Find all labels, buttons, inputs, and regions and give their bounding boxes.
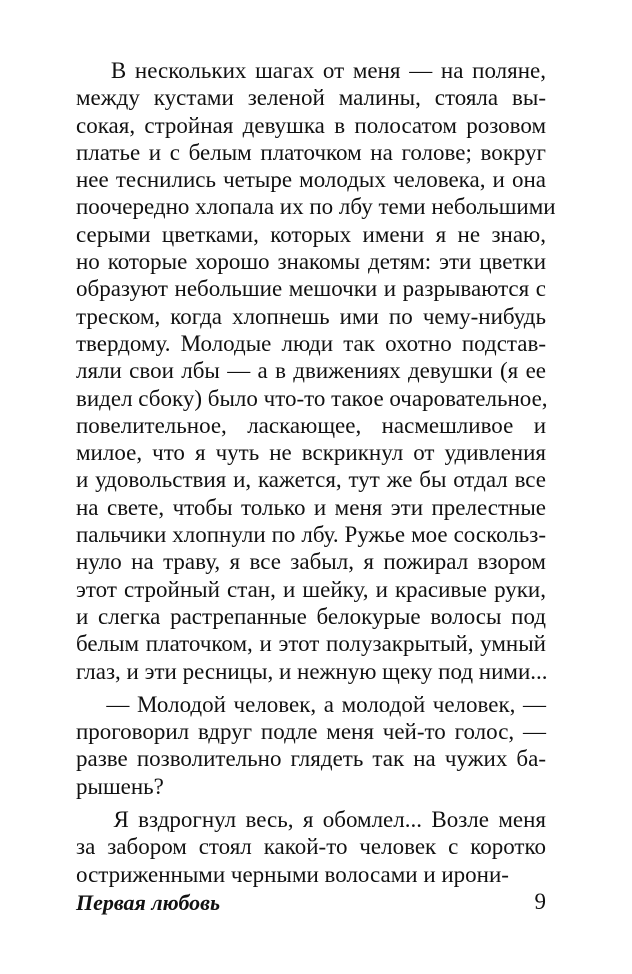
text-line: милое, что я чуть не вскрикнул от удивления [76,440,546,466]
text-line: нее теснились четыре молодых человека, и она [76,167,546,193]
text-line: этот стройный стан, и шейку, и красивые руки, [76,576,546,602]
text-line: В нескольких шагах от меня — на поляне, [76,58,546,83]
text-line: разве позволительно глядеть так на чужих ба- [76,746,546,772]
text-line: сокая, стройная девушка в полосатом розовом [76,112,546,138]
text-line: пальчики хлопнули по лбу. Ружье мое соскольз- [76,522,546,548]
text-line: поочередно хлопала их по лбу теми небольшими [76,194,556,220]
text-line: и удовольствия и, кажется, тут же бы отдал все [76,467,546,493]
text-line: — Молодой человек, а молодой человек, — [76,691,546,717]
text-line: остриженными черными волосами и ирони- [76,861,509,887]
text-line: нуло на траву, я все забыл, я пожирал взором [76,549,546,575]
text-line: на свете, чтобы только и меня эти прелестные [76,494,546,520]
paragraph [76,806,546,888]
text-line: ляли свои лбы — а в движениях девушки (я ее [76,358,546,384]
text-line: проговорил вдруг подле меня чей-то голос, — [76,719,546,745]
paragraph [76,57,556,685]
text-line: видел сбоку) было что-то такое очаровательное, [76,385,548,411]
text-line: твердому. Молодые люди так охотно подстав- [76,330,546,356]
text-line: но которые хорошо знакомы детям: эти цветки [76,249,546,275]
text-line: за забором стоял какой-то человек с коротко [76,834,546,860]
running-footer-title: Первая любовь [76,890,221,915]
text-line: между кустами зеленой малины, стояла вы- [76,85,546,111]
text-line: повелительное, ласкающее, насмешливое и [76,412,546,438]
paragraph [76,691,546,800]
text-line: рышень? [76,773,164,799]
text-line: Я вздрогнул весь, я обомлел... Возле меня [76,807,546,833]
body-text [76,57,556,888]
text-line: глаз, и эти ресницы, и нежную щеку под ними... [76,658,548,684]
text-line: серыми цветками, которых имени я не знаю, [76,221,546,247]
text-line: и слегка растрепанные белокурые волосы под [76,603,546,629]
page-number: 9 [534,889,546,914]
text-line: платье и с белым платочком на голове; вокруг [76,139,546,165]
text-line: образуют небольшие мешочки и разрываются с [76,276,546,302]
text-line: треском, когда хлопнешь ими по чему-нибудь [76,303,546,329]
text-line: белым платочком, и этот полузакрытый, умный [76,631,546,657]
